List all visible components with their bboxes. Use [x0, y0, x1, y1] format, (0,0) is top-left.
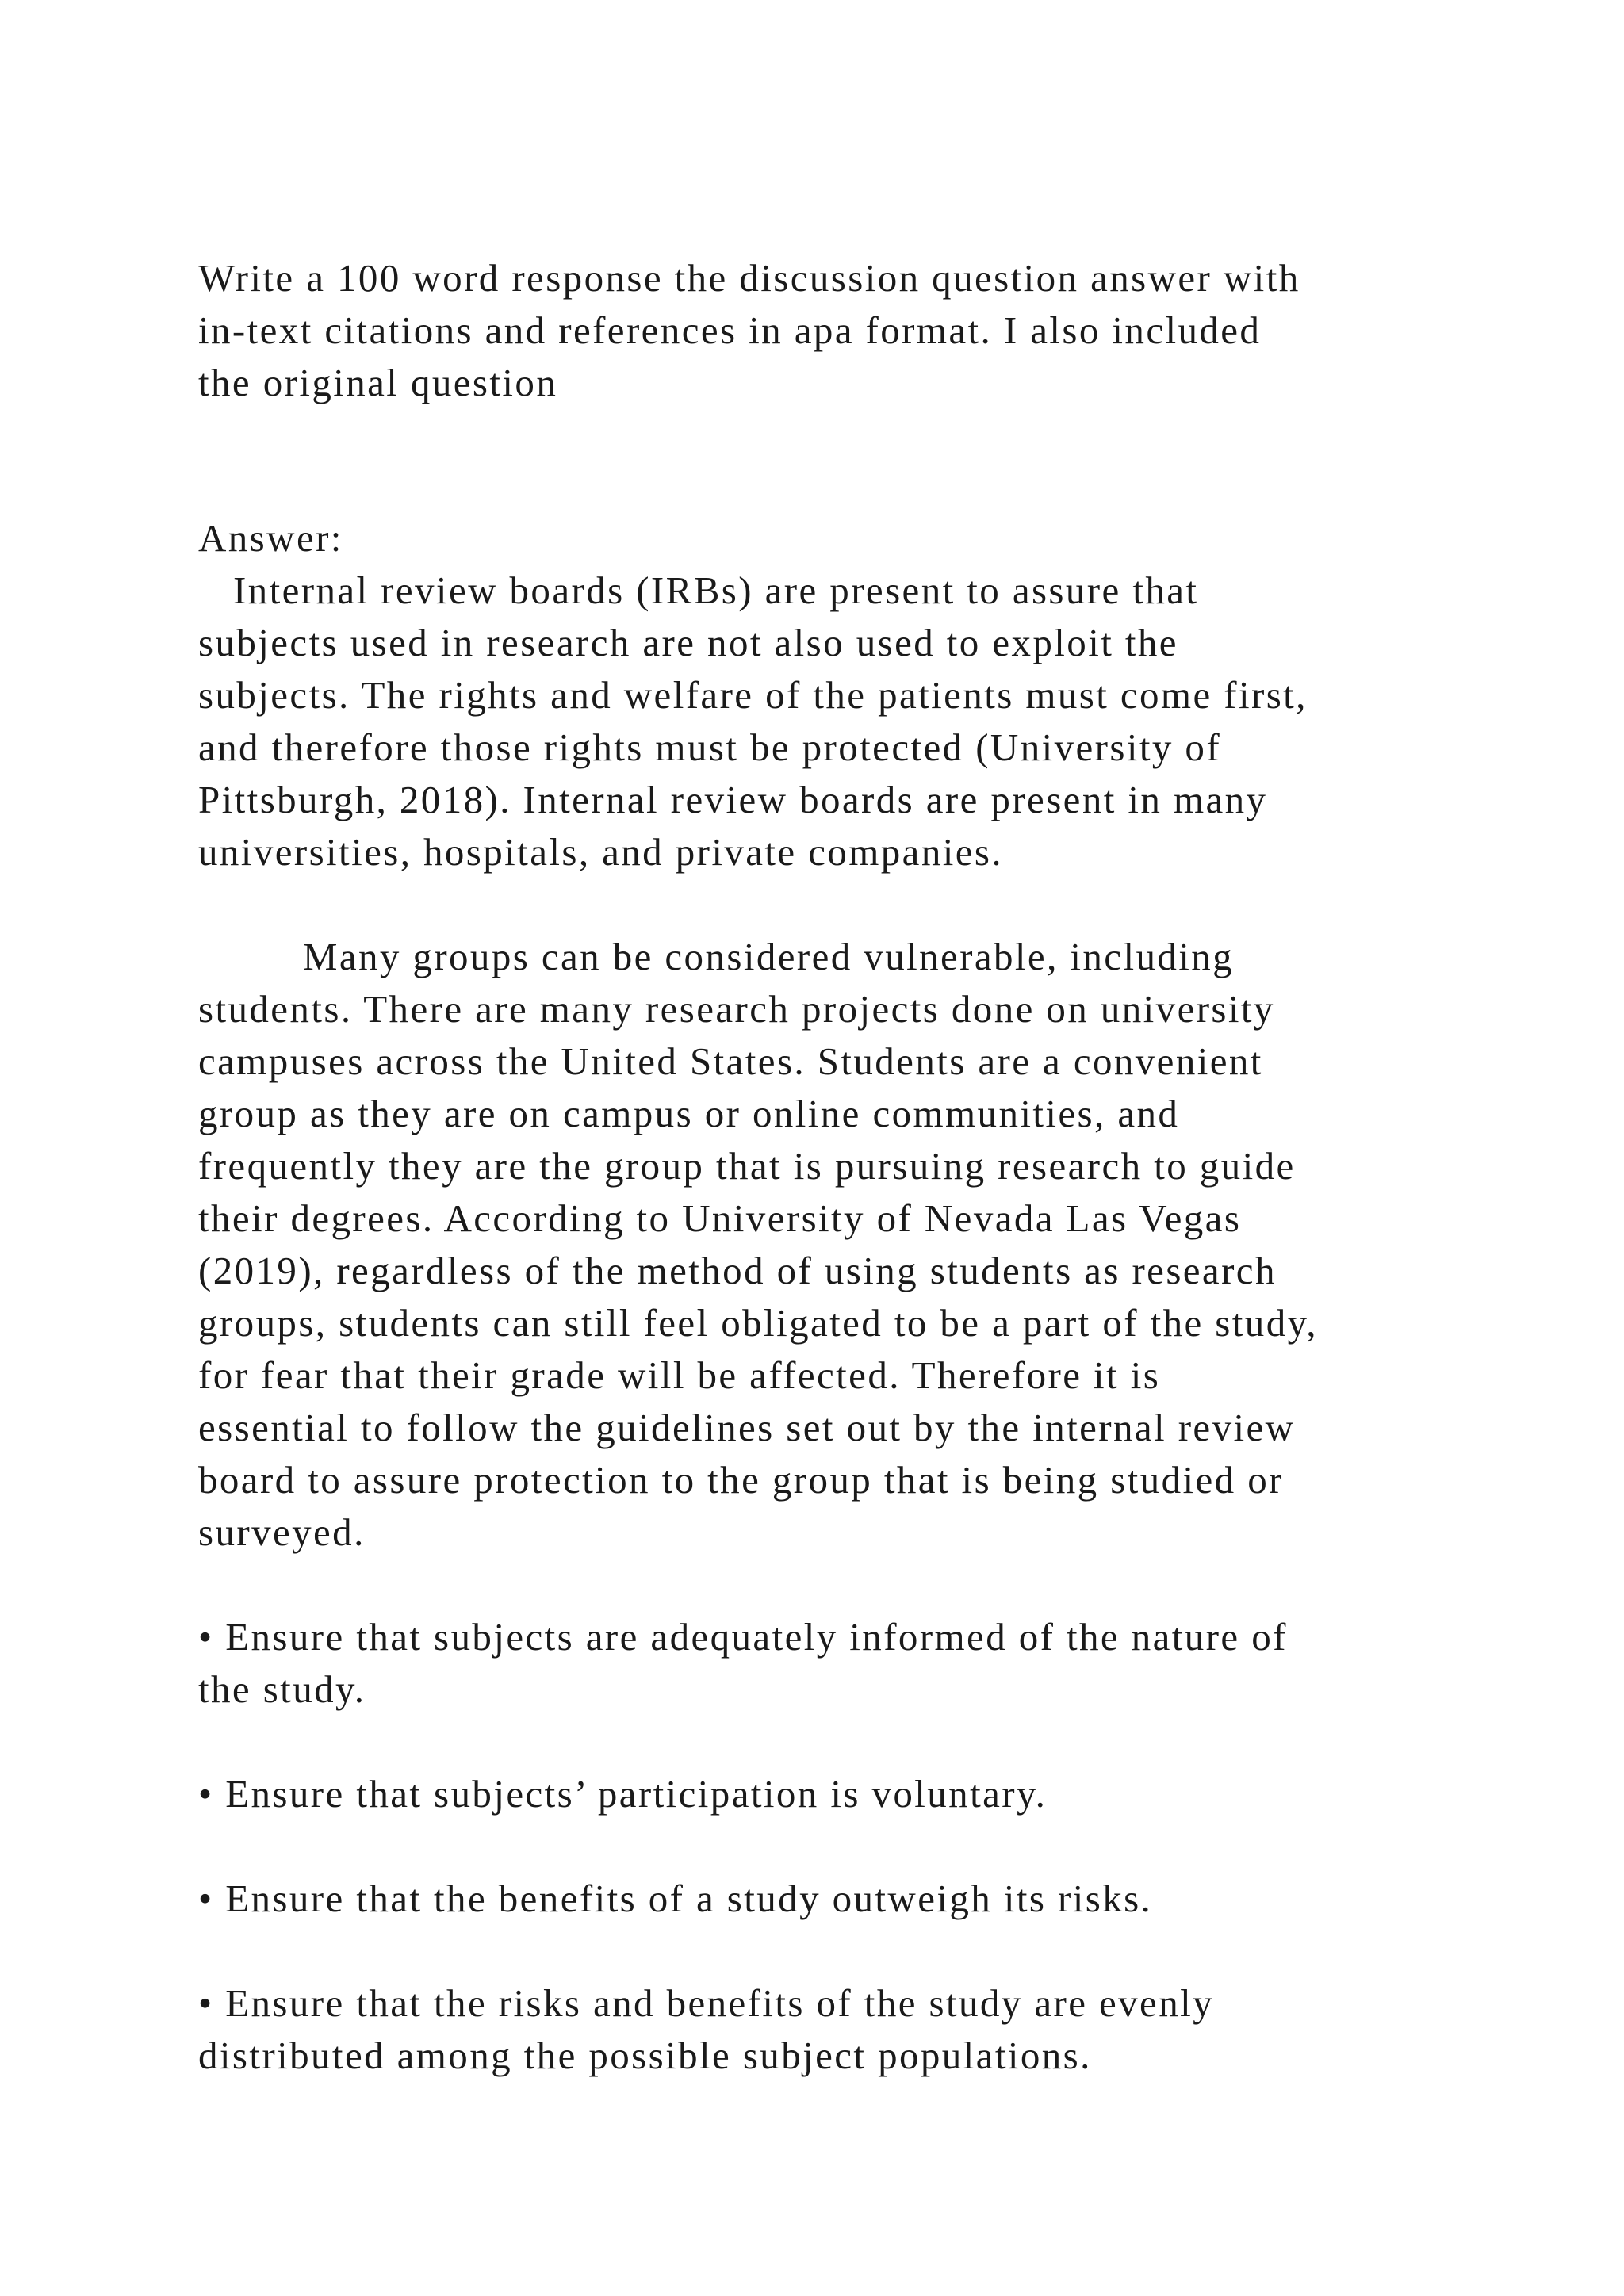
paragraph-1-line-2: subjects used in research are not also used to exploit the [198, 621, 1178, 664]
paragraph-1-line-1: Internal review boards (IRBs) are present to assure that [198, 568, 1199, 612]
paragraph-2-line-8: groups, students can still feel obligated to be a part of the study, [198, 1301, 1318, 1345]
paragraph-2-line-11: board to assure protection to the group that is being studied or [198, 1458, 1284, 1502]
paragraph-2-line-3: campuses across the United States. Students are a convenient [198, 1039, 1263, 1083]
paragraph-2-line-6: their degrees. According to University of Nevada Las Vegas [198, 1196, 1242, 1240]
paragraph-2-line-2: students. There are many research projects done on university [198, 987, 1275, 1031]
paragraph-2-line-1: Many groups can be considered vulnerable, including [198, 935, 1235, 978]
prompt-line-2: in-text citations and references in apa format. I also included [198, 308, 1262, 352]
paragraph-2-line-9: for fear that their grade will be affected. Therefore it is [198, 1353, 1161, 1397]
paragraph-2-line-5: frequently they are the group that is pursuing research to guide [198, 1144, 1296, 1188]
paragraph-1-line-3: subjects. The rights and welfare of the patients must come first, [198, 673, 1308, 717]
paragraph-1-line-4: and therefore those rights must be protected (University of [198, 725, 1222, 769]
answer-label: Answer: [198, 516, 343, 560]
paragraph-2-line-10: essential to follow the guidelines set out by the internal review [198, 1406, 1296, 1449]
bullet-item-4-line-2: distributed among the possible subject populations. [198, 2034, 1092, 2077]
bullet-item-1-line-2: the study. [198, 1667, 366, 1711]
bullet-item-3: • Ensure that the benefits of a study outweigh its risks. [198, 1877, 1153, 1920]
paragraph-1-line-5: Pittsburgh, 2018). Internal review boards are present in many [198, 778, 1268, 821]
bullet-item-4-line-1: • Ensure that the risks and benefits of the study are evenly [198, 1981, 1215, 2025]
bullet-item-2: • Ensure that subjects’ participation is voluntary. [198, 1772, 1048, 1816]
bullet-item-1-line-1: • Ensure that subjects are adequately informed of the nature of [198, 1615, 1288, 1659]
paragraph-2-line-12: surveyed. [198, 1510, 366, 1554]
prompt-line-3: the original question [198, 361, 558, 404]
paragraph-2-line-7: (2019), regardless of the method of using students as research [198, 1249, 1277, 1292]
paragraph-1-line-6: universities, hospitals, and private companies. [198, 830, 1004, 874]
paragraph-2-line-4: group as they are on campus or online communities, and [198, 1092, 1180, 1135]
prompt-line-1: Write a 100 word response the discussion question answer with [198, 256, 1300, 300]
